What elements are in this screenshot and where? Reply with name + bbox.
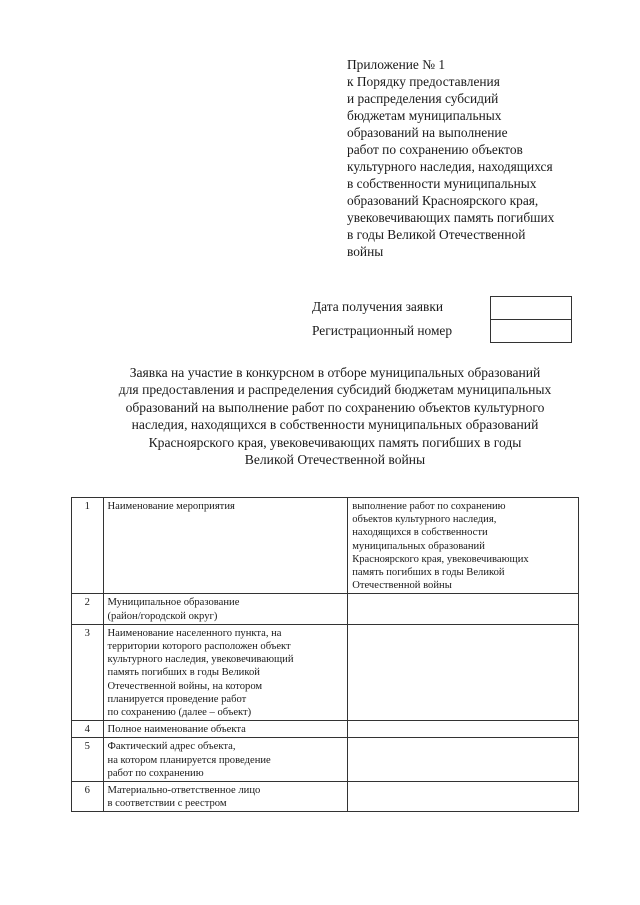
appendix-block: [347, 56, 627, 260]
appendix-line: Приложение № 1: [347, 57, 446, 72]
title-line: наследия, находящихся в собственности муниципальных образований: [131, 417, 539, 433]
title-line: для предоставления и распределения субсидий бюджетам муниципальных: [118, 382, 552, 398]
appendix-line: увековечивающих память погибших: [347, 210, 555, 225]
row-name-cell: [103, 782, 348, 812]
row-value-cell[interactable]: [348, 624, 579, 720]
row-name-line: культурного наследия, увековечивающий: [107, 654, 294, 666]
date-received-label: Дата получения заявки: [312, 299, 444, 314]
registration-number-box: [490, 319, 572, 343]
title-line: Заявка на участие в конкурсном в отборе муниципальных образований: [129, 365, 541, 380]
date-received-box: [490, 296, 572, 320]
appendix-line: образований Красноярского края,: [347, 193, 539, 208]
appendix-line: работ по сохранению объектов: [347, 142, 523, 157]
row-number: 6: [72, 782, 104, 812]
appendix-line: войны: [347, 244, 384, 259]
row-value-cell[interactable]: [348, 782, 579, 812]
table-row: [72, 498, 579, 594]
row-value-cell[interactable]: [348, 498, 579, 594]
row-name-cell: [103, 594, 348, 624]
title-line: Красноярского края, увековечивающих память погибших в годы: [148, 434, 522, 450]
row-name-line: работ по сохранению: [107, 767, 204, 779]
row-name-line: Муниципальное образование: [107, 597, 240, 609]
title-line: образований на выполнение работ по сохранению объектов культурного: [125, 399, 545, 415]
row-name-line: память погибших в годы Великой: [107, 667, 260, 679]
table-row: [72, 624, 579, 720]
row-name-line: Наименование мероприятия: [107, 501, 235, 512]
row-value-cell[interactable]: [348, 738, 579, 782]
row-value-line: память погибших в годы Великой: [352, 567, 505, 579]
appendix-line: и распределения субсидий: [347, 91, 499, 106]
row-number: 4: [72, 721, 104, 738]
row-value-line: Отечественной войны: [352, 580, 452, 592]
row-value-cell[interactable]: [348, 594, 579, 624]
row-number: 3: [72, 624, 104, 720]
title-line: Великой Отечественной войны: [244, 452, 426, 468]
appendix-line: образований на выполнение: [347, 125, 508, 140]
row-name-line: Фактический адрес объекта,: [107, 741, 236, 753]
row-name-line: территории которого расположен объект: [107, 641, 291, 653]
row-name-line: Отечественной войны, на котором: [107, 680, 263, 692]
row-name-cell: [103, 721, 348, 738]
application-title: [80, 364, 590, 468]
table-row: [72, 738, 579, 782]
row-name-cell: [103, 624, 348, 720]
row-value-line: Красноярского края, увековечивающих: [352, 553, 529, 565]
appendix-line: к Порядку предоставления: [347, 74, 500, 89]
row-name-line: Материально-ответственное лицо: [107, 785, 261, 797]
row-value-cell[interactable]: [348, 721, 579, 738]
row-value-line: находящихся в собственности: [352, 527, 488, 539]
row-number: 2: [72, 594, 104, 624]
appendix-line: в собственности муниципальных: [347, 176, 537, 191]
row-name-line: в соответствии с реестром: [107, 798, 227, 810]
table-row: [72, 721, 579, 738]
row-value-line: выполнение работ по сохранению: [352, 501, 506, 512]
row-name-line: Наименование населенного пункта, на: [107, 627, 282, 639]
appendix-line: в годы Великой Отечественной: [347, 227, 526, 242]
row-number: 1: [72, 498, 104, 594]
row-value-line: объектов культурного наследия,: [352, 514, 497, 526]
row-name-line: по сохранению (далее – объект): [107, 707, 252, 719]
registration-number-label: Регистрационный номер: [312, 323, 453, 338]
row-name-line: Полное наименование объекта: [107, 724, 246, 736]
row-value-line: муниципальных образований: [352, 540, 485, 552]
appendix-line: культурного наследия, находящихся: [347, 159, 553, 174]
row-name-line: (район/городской округ): [107, 610, 218, 622]
table-row: [72, 782, 579, 812]
row-name-cell: [103, 498, 348, 594]
row-name-line: на котором планируется проведение: [107, 754, 271, 766]
application-table: [71, 497, 579, 812]
row-name-cell: [103, 738, 348, 782]
appendix-line: бюджетам муниципальных: [347, 108, 502, 123]
row-name-line: планируется проведение работ: [107, 693, 247, 705]
row-number: 5: [72, 738, 104, 782]
table-row: [72, 594, 579, 624]
